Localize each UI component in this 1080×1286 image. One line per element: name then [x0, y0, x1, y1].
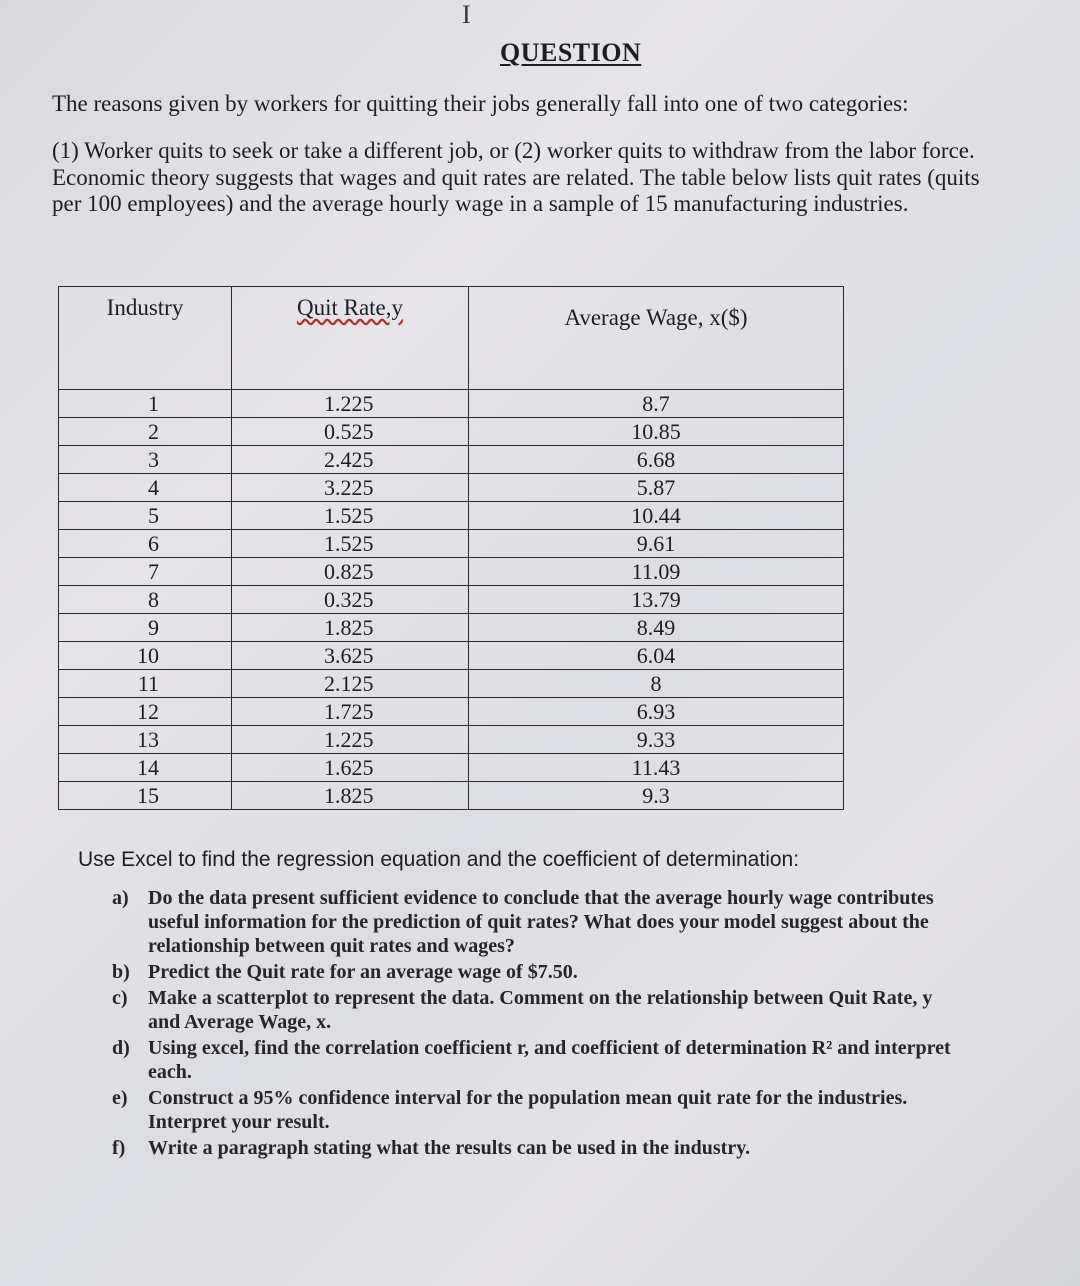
intro-paragraph-2: (1) Worker quits to seek or take a different job, or (2) worker quits to withdraw from the labor force. Economic theory suggests that wages and quit rates are related. The table below lists quit rates (quits per 100 employees) and the average hourly wage in a sample of 15 manufacturing industries.	[52, 137, 980, 217]
cell-quit-rate: 1.525	[232, 502, 469, 530]
cell-average-wage: 11.09	[469, 558, 844, 586]
task-item	[112, 960, 952, 984]
cell-industry: 9	[59, 614, 232, 642]
cell-quit-rate: 3.225	[232, 474, 469, 502]
cell-average-wage: 8.7	[469, 390, 844, 418]
cell-quit-rate: 1.225	[232, 390, 469, 418]
cell-average-wage: 6.93	[469, 698, 844, 726]
cell-average-wage: 8	[469, 670, 844, 698]
cell-quit-rate: 3.625	[232, 642, 469, 670]
table-row	[59, 446, 844, 474]
intro-paragraph-1: The reasons given by workers for quitting their jobs generally fall into one of two categories:	[52, 91, 909, 116]
task-text: Predict the Quit rate for an average wage of $7.50.	[148, 961, 578, 983]
table-row	[59, 474, 844, 502]
cell-quit-rate: 1.625	[232, 754, 469, 782]
cell-industry: 15	[59, 782, 232, 810]
cell-quit-rate: 1.725	[232, 698, 469, 726]
cell-average-wage: 13.79	[469, 586, 844, 614]
cell-industry: 4	[59, 474, 232, 502]
table-row	[59, 698, 844, 726]
table-row	[59, 642, 844, 670]
cell-quit-rate: 1.825	[232, 614, 469, 642]
cell-average-wage: 10.85	[469, 418, 844, 446]
cell-quit-rate: 0.825	[232, 558, 469, 586]
cell-industry: 2	[59, 418, 232, 446]
task-item	[112, 1136, 952, 1160]
cell-industry: 6	[59, 530, 232, 558]
cell-quit-rate: 1.825	[232, 782, 469, 810]
header-quit-rate	[232, 287, 469, 390]
cell-average-wage: 5.87	[469, 474, 844, 502]
cell-average-wage: 10.44	[469, 502, 844, 530]
task-letter: b)	[112, 961, 130, 983]
task-text: Write a paragraph stating what the results can be used in the industry.	[148, 1137, 751, 1159]
task-text: Using excel, find the correlation coefficient r, and coefficient of determination R² and interpret each.	[148, 1037, 951, 1083]
cell-average-wage: 6.04	[469, 642, 844, 670]
table-row	[59, 418, 844, 446]
cell-industry: 1	[59, 390, 232, 418]
table-row	[59, 670, 844, 698]
cell-quit-rate: 0.325	[232, 586, 469, 614]
table-row	[59, 754, 844, 782]
cell-average-wage: 6.68	[469, 446, 844, 474]
header-average-wage: Average Wage, x($)	[469, 287, 844, 390]
data-table	[58, 286, 844, 810]
cell-industry: 11	[59, 670, 232, 698]
table-row	[59, 558, 844, 586]
table-row	[59, 530, 844, 558]
table-row	[59, 614, 844, 642]
intro-text	[52, 90, 1012, 238]
task-letter: c)	[112, 987, 128, 1009]
header-industry: Industry	[59, 287, 232, 390]
header-quit-rate-label: Quit Rate,y	[296, 295, 404, 320]
cell-quit-rate: 1.225	[232, 726, 469, 754]
page-title: QUESTION	[500, 38, 642, 67]
top-mark: I	[462, 0, 471, 29]
cell-average-wage: 8.49	[469, 614, 844, 642]
cell-industry: 14	[59, 754, 232, 782]
task-letter: d)	[112, 1037, 130, 1059]
cell-industry: 13	[59, 726, 232, 754]
cell-average-wage: 9.3	[469, 782, 844, 810]
task-text: Construct a 95% confidence interval for the population mean quit rate for the industries. Interpret your result.	[148, 1087, 908, 1133]
cell-quit-rate: 2.125	[232, 670, 469, 698]
task-letter: e)	[112, 1087, 128, 1109]
cell-industry: 7	[59, 558, 232, 586]
table-body	[59, 390, 844, 810]
cell-industry: 3	[59, 446, 232, 474]
cell-industry: 8	[59, 586, 232, 614]
cell-quit-rate: 2.425	[232, 446, 469, 474]
task-item	[112, 1086, 952, 1134]
cell-average-wage: 9.61	[469, 530, 844, 558]
table-row	[59, 726, 844, 754]
table-row	[59, 502, 844, 530]
task-list	[112, 886, 952, 1162]
table-header-row	[59, 287, 844, 390]
cell-average-wage: 11.43	[469, 754, 844, 782]
cell-industry: 12	[59, 698, 232, 726]
cell-average-wage: 9.33	[469, 726, 844, 754]
cell-industry: 10	[59, 642, 232, 670]
table-row	[59, 782, 844, 810]
cell-industry: 5	[59, 502, 232, 530]
task-text: Make a scatterplot to represent the data. Comment on the relationship between Quit Rate, y and Average Wage, x.	[148, 987, 933, 1033]
task-letter: f)	[112, 1137, 126, 1159]
task-text: Do the data present sufficient evidence to conclude that the average hourly wage contributes useful information for the prediction of quit rates? What does your model suggest about the relationship between quit rates and wages?	[148, 887, 934, 957]
cell-quit-rate: 0.525	[232, 418, 469, 446]
task-item	[112, 1036, 952, 1084]
task-item	[112, 886, 952, 958]
table-row	[59, 586, 844, 614]
task-intro: Use Excel to find the regression equation and the coefficient of determination:	[78, 848, 800, 871]
cell-quit-rate: 1.525	[232, 530, 469, 558]
task-letter: a)	[112, 887, 129, 909]
table-row	[59, 390, 844, 418]
task-item	[112, 986, 952, 1034]
